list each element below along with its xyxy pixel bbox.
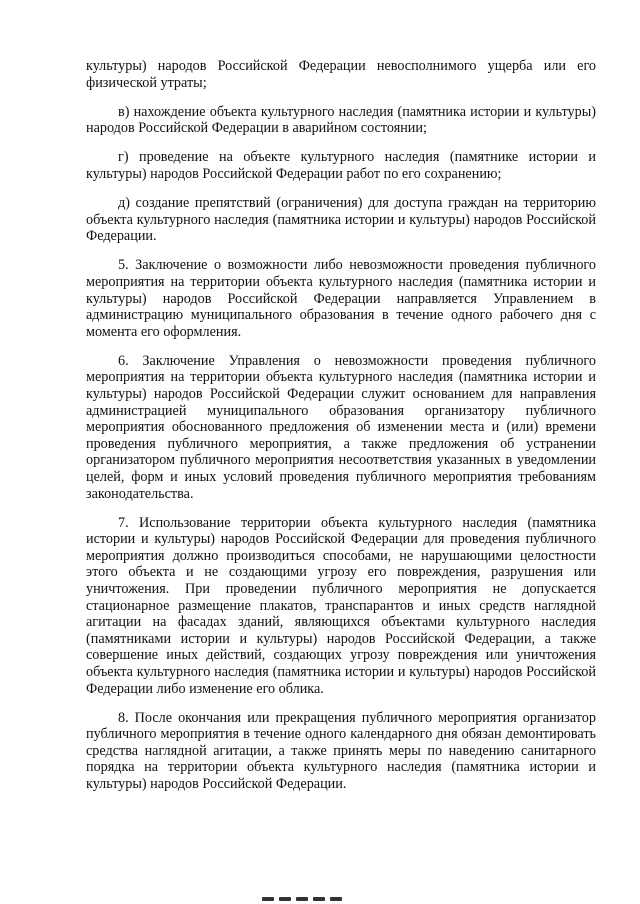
scan-artifact-marks [262,897,342,903]
scan-mark [279,897,291,901]
document-page [86,58,596,805]
paragraph-item-d: д) создание препятствий (ограничения) для доступа граждан на территорию объекта культурного наследия (памятника истории и культуры) народов Российской Федерации. [86,195,596,245]
paragraph-item-v: в) нахождение объекта культурного наследия (памятника истории и культуры) народов Российской Федерации в аварийном состоянии; [86,103,596,137]
scan-mark [262,897,274,901]
scan-mark [296,897,308,901]
paragraph-6: 6. Заключение Управления о невозможности проведения публичного мероприятия на территории объекта культурного наследия (памятника истории и культуры) народов Российской Федерации служит основанием для направления администрацией муниципального образования организатору публичного мероприятия обоснованного предложения об изменении места и (или) времени проведения публичного мероприятия, а также предложения об устранении организатором публичного мероприятия несоответствия указанных в уведомлении целей, форм и иных условий проведения публичного мероприятия требованиям законодательства. [86,352,596,502]
paragraph-5: 5. Заключение о возможности либо невозможности проведения публичного мероприятия на территории объекта культурного наследия (памятника истории и культуры) народов Российской Федерации направляется Управлением в администрацию муниципального образования в течение одного рабочего дня с момента его оформления. [86,257,596,340]
paragraph-item-g: г) проведение на объекте культурного наследия (памятнике истории и культуры) народов Российской Федерации работ по его сохранению; [86,149,596,182]
paragraph-7: 7. Использование территории объекта культурного наследия (памятника истории и культуры) народов Российской Федерации для проведения публичного мероприятия должно производиться способами, не нарушающими целостности этого объекта и не создающими угрозу его повреждения, разрушения или уничтожения. При проведении публичного мероприятия не допускается стационарное размещение плакатов, транспарантов и иных средств наглядной агитации на фасадах зданий, являющихся объектами культурного наследия (памятниками истории и культуры) народов Российской Федерации, а также совершение иных действий, создающих угрозу повреждения или уничтожения объекта культурного наследия (памятника истории и культуры) народов Российской Федерации либо изменение его облика. [86,514,596,697]
scan-mark [330,897,342,901]
scan-mark [313,897,325,901]
paragraph-8: 8. После окончания или прекращения публичного мероприятия организатор публичного мероприятия в течение одного календарного дня обязан демонтировать средства наглядной агитации, а также принять меры по наведению санитарного порядка на территории объекта культурного наследия (памятника истории и культуры) народов Российской Федерации. [86,709,596,793]
paragraph-continuation: культуры) народов Российской Федерации невосполнимого ущерба или его физической утраты; [86,58,596,91]
